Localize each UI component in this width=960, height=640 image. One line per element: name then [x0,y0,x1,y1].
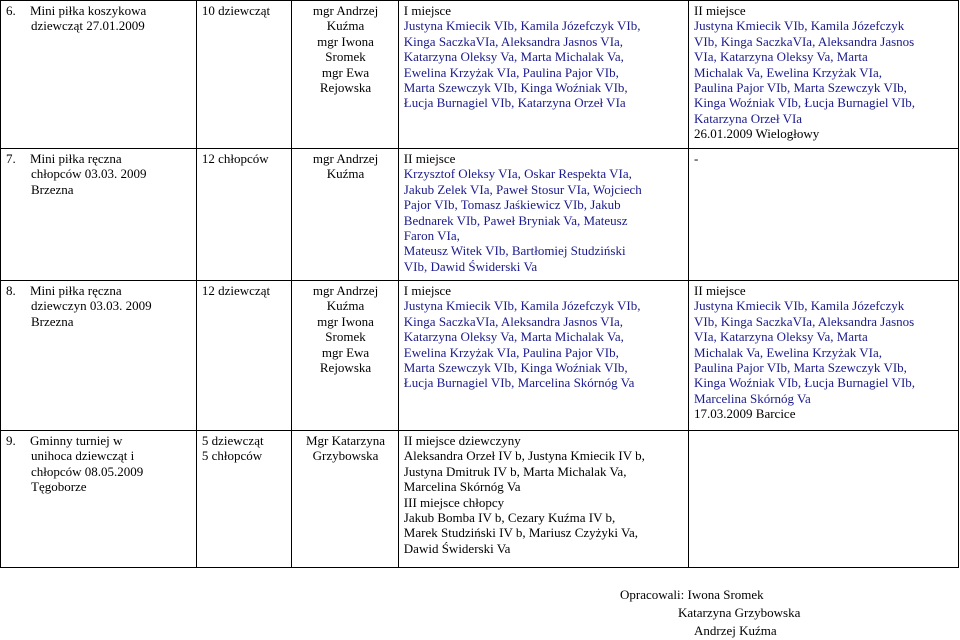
coach-line: Sromek [325,329,366,345]
regional-line: Katarzyna Orzeł VIa [694,110,803,126]
result-line: Justyna Kmiecik VIb, Kamila Józefczyk VIb, [403,298,641,314]
regional-line: Justyna Kmiecik VIb, Kamila Józefczyk [694,18,905,34]
event-title-cell [1,1,197,149]
result-line: Faron VIa, [403,228,460,244]
row-number: 7. [6,151,16,166]
regional-line: Paulina Pajor VIb, Marta Szewczyk VIb, [694,80,907,96]
result-line: Krzysztof Oleksy VIa, Oskar Respekta VIa, [403,166,632,182]
participants-cell [196,281,291,431]
regional-line: Michalak Va, Ewelina Krzyżak VIa, [694,64,882,80]
result-line: Aleksandra Orzeł IV b, Justyna Kmiecik IV b, [403,448,645,464]
participants-count: 12 dziewcząt [201,283,271,298]
result-line: Marta Szewczyk VIb, Kinga Woźniak VIb, [403,80,628,96]
event-title-line: Mini piłka ręczna [30,283,122,298]
footer-prepared-by [620,586,800,640]
result-heading: II miejsce dziewczyny [403,433,521,448]
coach-line: Mgr Katarzyna [305,433,386,448]
result-line: Ewelina Krzyżak VIa, Paulina Pajor VIb, [403,64,619,80]
participants-count: 5 chłopców [201,448,263,464]
event-title-line: Tęgoborze [31,479,87,495]
result-heading: II miejsce [403,151,456,166]
coach-line: Rejowska [319,360,372,376]
coach-line: Rejowska [319,80,372,96]
result-heading: I miejsce [403,3,452,18]
participants-count: 5 dziewcząt [201,433,264,448]
regional-line: VIb, Kinga SaczkaVIa, Aleksandra Jasnos [694,313,915,329]
regional-date: 17.03.2009 Barcice [694,406,796,422]
coach-line: Grzybowska [312,448,379,464]
result-line: VIb, Dawid Świderski Va [403,258,538,274]
result-line: Marta Szewczyk VIb, Kinga Woźniak VIb, [403,360,628,376]
regional-line: Michalak Va, Ewelina Krzyżak VIa, [694,344,882,360]
result-line: Katarzyna Oleksy Va, Marta Michalak Va, [403,329,624,345]
event-title-line: unihoca dziewcząt i [31,448,135,464]
coaches-cell [292,281,399,431]
regional-line: Paulina Pajor VIb, Marta Szewczyk VIb, [694,360,907,376]
regional-line: Kinga Woźniak VIb, Łucja Burnagiel VIb, [694,375,916,391]
participants-cell [196,1,291,149]
participants-count: 12 chłopców [201,151,269,166]
result-line: Łucja Burnagiel VIb, Katarzyna Orzeł VIa [403,95,626,111]
result-line: Dawid Świderski Va [403,540,511,556]
regional-results-cell [689,281,959,431]
event-title-line: Brzezna [31,313,74,329]
table-row [1,281,959,431]
regional-heading: II miejsce [694,283,746,298]
participants-cell [196,431,291,568]
event-title-line: chłopców 08.05.2009 [31,463,144,479]
result-line: Mateusz Witek VIb, Bartłomiej Studziński [403,243,626,259]
regional-results-cell [689,1,959,149]
results-cell [398,1,688,149]
result-line: Pajor VIb, Tomasz Jaśkiewicz VIb, Jakub [403,197,621,213]
event-title-cell [1,431,197,568]
participants-count: 10 dziewcząt [201,3,271,18]
coaches-cell [292,431,399,568]
event-title-cell [1,281,197,431]
table-row [1,149,959,281]
regional-results-cell [689,431,959,568]
event-title-line: chłopców 03.03. 2009 [31,166,147,182]
coach-line: Kuźma [326,298,365,314]
result-line: Jakub Bomba IV b, Cezary Kuźma IV b, [403,510,616,526]
coach-line: Kuźma [326,166,365,182]
coach-line: mgr Iwona [317,313,374,329]
regional-line: VIa, Katarzyna Oleksy Va, Marta [694,49,868,65]
event-title-line: Mini piłka koszykowa [30,3,147,18]
event-title-line: Mini piłka ręczna [30,151,122,166]
regional-line: VIa, Katarzyna Oleksy Va, Marta [694,329,868,345]
regional-line: Marcelina Skórnóg Va [694,390,811,406]
regional-heading: II miejsce [694,3,746,18]
coach-line: mgr Iwona [317,33,374,49]
result-line: Marek Studziński IV b, Mariusz Czyżyki Va, [403,525,639,541]
row-number: 8. [6,283,16,298]
results-cell [398,281,688,431]
result-line: Ewelina Krzyżak VIa, Paulina Pajor VIb, [403,344,619,360]
regional-line: Kinga Woźniak VIb, Łucja Burnagiel VIb, [694,95,916,111]
result-line: Justyna Kmiecik VIb, Kamila Józefczyk VIb, [403,18,641,34]
coaches-cell [292,149,399,281]
regional-results-cell [689,149,959,281]
event-title-cell [1,149,197,281]
row-number: 9. [6,433,16,448]
regional-line: - [694,151,699,166]
coach-line: Kuźma [326,18,365,34]
regional-line: VIb, Kinga SaczkaVIa, Aleksandra Jasnos [694,33,915,49]
table-row [1,431,959,568]
result-line: Katarzyna Oleksy Va, Marta Michalak Va, [403,49,624,65]
result-line: Bednarek VIb, Paweł Bryniak Va, Mateusz [403,212,628,228]
table-row [1,1,959,149]
participants-cell [196,149,291,281]
coach-line: mgr Ewa [321,344,370,360]
footer-name: Katarzyna Grzybowska [678,605,801,620]
result-line: Kinga SaczkaVIa, Aleksandra Jasnos VIa, [403,313,624,329]
coach-line: mgr Andrzej [312,283,379,298]
result-line: Justyna Dmitruk IV b, Marta Michalak Va, [403,463,627,479]
result-heading: I miejsce [403,283,452,298]
coach-line: Sromek [325,49,366,65]
regional-date: 26.01.2009 Wielogłowy [694,126,820,142]
result-line: Marcelina Skórnóg Va [403,479,521,495]
event-title-line: dziewcząt 27.01.2009 [31,18,145,34]
coach-line: mgr Andrzej [312,151,379,166]
footer-name: Andrzej Kuźma [694,623,777,638]
result-heading: III miejsce chłopcy [403,494,505,510]
coach-line: mgr Ewa [321,64,370,80]
results-cell [398,149,688,281]
results-cell [398,431,688,568]
coaches-cell [292,1,399,149]
event-title-line: Brzezna [31,181,74,197]
result-line: Kinga SaczkaVIa, Aleksandra Jasnos VIa, [403,33,624,49]
result-line: Jakub Zelek VIa, Paweł Stosur VIa, Wojciech [403,181,642,197]
row-number: 6. [6,3,16,18]
coach-line: mgr Andrzej [312,3,379,18]
event-title-line: Gminny turniej w [30,433,123,448]
footer-label: Opracowali: Iwona Sromek [620,587,764,602]
result-line: Łucja Burnagiel VIb, Marcelina Skórnóg Va [403,375,635,391]
regional-line: Justyna Kmiecik VIb, Kamila Józefczyk [694,298,905,314]
event-title-line: dziewczyn 03.03. 2009 [31,298,152,314]
